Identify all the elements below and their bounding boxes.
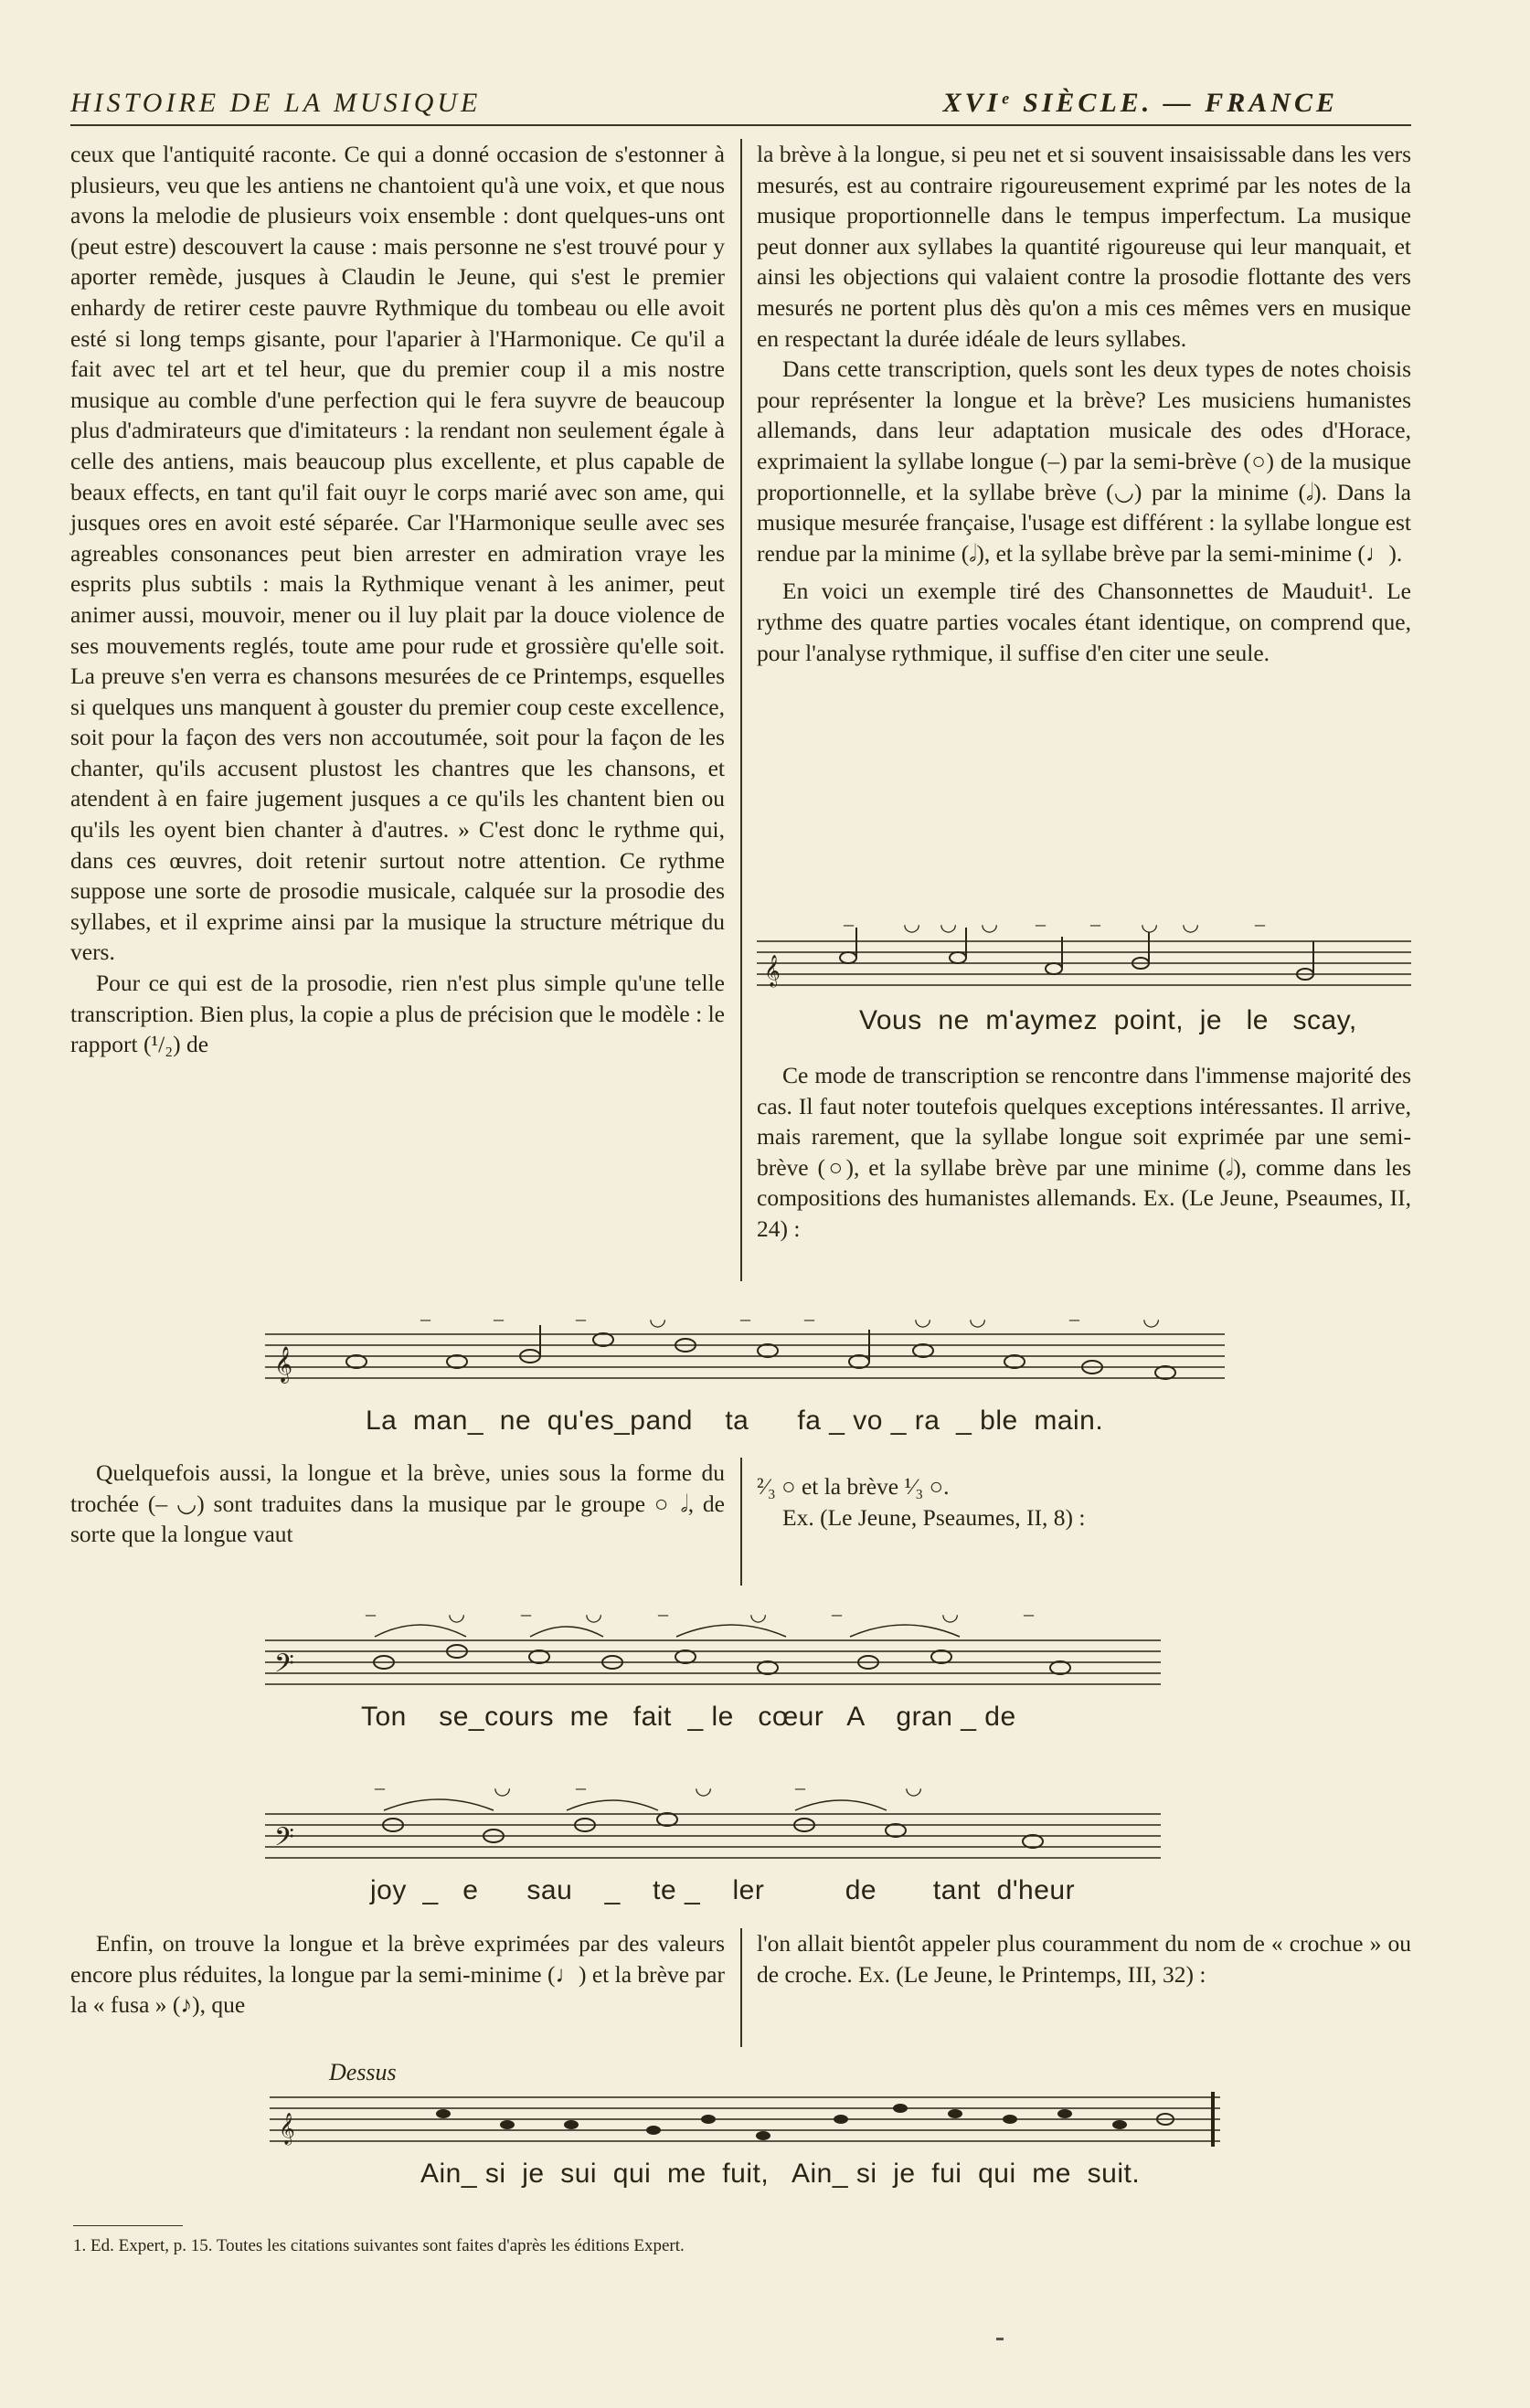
svg-text:–: –	[521, 1604, 531, 1625]
svg-text:◡: ◡	[969, 1307, 987, 1330]
svg-text:–: –	[804, 1307, 814, 1330]
svg-text:–: –	[1069, 1307, 1079, 1330]
svg-text:–: –	[832, 1604, 842, 1625]
svg-text:◡: ◡	[903, 914, 921, 935]
column-right-lower	[757, 1471, 1411, 1533]
running-header	[70, 88, 1411, 126]
column-left-middle	[70, 1458, 725, 1550]
svg-text:–: –	[420, 1307, 430, 1330]
lyrics-example-3: Ton se_cours me fait _ le cœur A gran _ de	[361, 1702, 1016, 1732]
column-right-bottom	[757, 1928, 1411, 1989]
svg-text:–: –	[1036, 914, 1046, 935]
music-example-pseaumes-8a	[265, 1604, 1161, 1704]
svg-text:–: –	[1255, 914, 1265, 935]
svg-text:◡: ◡	[695, 1777, 713, 1798]
paragraph-quote: ceux que l'antiquité raconte. Ce qui a donné occasion de s'estonner à plusieurs, veu que les antiens ne chantoient qu'à une voix, et que nous avons la melodie de plusieurs voix ensemble : dont quelques-uns ont (peut estre) descouvert la cause : mais personne ne s'est trouvé pour y aporter remède, jusques à Claudin le Jeune, qui s'est le premier enhardy de retirer ceste pauvre Rythmique du tombeau ou elle avoit esté si long temps gisante, pour l'aparier à l'Harmonique. Ce qu'il a fait avec tel art et tel heur, que du premier coup il a mis nostre musique au comble d'une perfection qui le fera suyvre de beaucoup plus d'admirateurs que d'imitateurs : la rendant non seulement égale à celle des antiens, mais beaucoup plus excellente, et plus capable de beaux effects, en tant qu'il fait ouyr le corps marié avec son ame, qui jusques ores en avoit esté séparée. Car l'Harmonique seulle avec ses agreables consonances peut bien arrester en admiration vraye les esprits plus subtils : mais la Rythmique venant à les animer, peut animer aussi, mouvoir, mener ou il luy plait par la douce violence de ses mouvements reglés, toute ame pour rude et grossière qu'elle soit. La preuve s'en verra es chansons mesurées de ce Printemps, esquelles si quelques uns manquent à gouster du premier coup ceste excellence, soit pour la façon des vers non accoutumée, soit pour la façon de les chanter, qu'ils accusent plustost les chantres que les chansons, et atendent à en faire jugement jusques a ce qu'ils les chantent bien ou qu'ils les oyent bien chanter à d'autres. » C'est donc le rythme qui, dans ces œuvres, doit retenir surtout notre attention. Ce rythme suppose une sorte de prosodie musicale, calquée sur la prosodie des syllabes, et il exprime ainsi par la musique la structure métrique du vers.	[70, 141, 725, 966]
footnote: 1. Ed. Expert, p. 15. Toutes les citations suivantes sont faites d'après les éditions Expert.	[73, 2236, 685, 2255]
svg-text:𝄞: 𝄞	[274, 1348, 293, 1382]
lyrics-example-1: Vous ne m'aymez point, je le scay,	[859, 1005, 1357, 1035]
paragraph-exceptions: Ce mode de transcription se rencontre dans l'immense majorité des cas. Il faut noter toutefois quelques exceptions intéressantes. Il arrive, mais rarement, que la syllabe longue soit exprimée par une semi-brève (○), et la syllabe brève par une minime (𝅗𝅥), comme dans les compositions des humanistes allemands. Ex. (Le Jeune, Pseaumes, II, 24) :	[757, 1062, 1411, 1242]
paragraph-prosody: Pour ce qui est de la prosodie, rien n'est plus simple qu'une telle transcription. Bien plus, la copie a plus de précision que le modèle : le rapport (¹/₂) de	[70, 970, 725, 1058]
lyrics-example-2: La man_ ne qu'es_pand ta fa _ vo _ ra _ ble main.	[366, 1406, 1104, 1436]
svg-text:–: –	[375, 1777, 385, 1798]
svg-text:–: –	[740, 1307, 750, 1330]
svg-text:◡: ◡	[1142, 1307, 1161, 1330]
music-example-pseaumes-24	[265, 1307, 1225, 1407]
svg-text:–: –	[494, 1307, 504, 1330]
svg-text:◡: ◡	[914, 1307, 932, 1330]
lyrics-example-5: Ain_ si je sui qui me fuit, Ain_ si je fui qui me suit.	[420, 2159, 1141, 2189]
svg-text:𝄢: 𝄢	[274, 1650, 294, 1684]
column-right-top	[757, 139, 1411, 668]
svg-text:–: –	[1024, 1604, 1034, 1625]
svg-text:–: –	[795, 1777, 805, 1798]
svg-text:◡: ◡	[649, 1307, 667, 1330]
svg-text:◡: ◡	[981, 914, 999, 935]
paragraph-trochee: Quelquefois aussi, la longue et la brève, unies sous la forme du trochée (– ◡) sont traduites dans la musique par le groupe ○ 𝅗𝅥, de sorte que la longue vaut	[70, 1459, 725, 1548]
svg-text:◡: ◡	[494, 1777, 512, 1798]
paragraph-example-8: Ex. (Le Jeune, Pseaumes, II, 8) :	[782, 1503, 1086, 1531]
footnote-rule	[73, 2225, 183, 2226]
svg-text:𝄢: 𝄢	[274, 1824, 294, 1858]
svg-text:◡: ◡	[1182, 914, 1200, 935]
svg-text:–: –	[658, 1604, 668, 1625]
column-left-top	[70, 139, 725, 1060]
svg-text:–: –	[1090, 914, 1100, 935]
paragraph-types: Dans cette transcription, quels sont les deux types de notes choisis pour représenter la longue et la brève? Les musiciens humanistes allemands, dans leur adaptation musicale des odes d'Horace, exprimaient la syllabe longue (–) par la semi-brève (○) de la musique proportionnelle, et la syllabe brève (◡) par la minime (𝅗𝅥). Dans la musique mesurée française, l'usage est différent : la syllabe longue est rendue par la minime (𝅗𝅥), et la syllabe brève par la semi-minime (♩).	[757, 355, 1411, 567]
column-right-middle	[757, 1060, 1411, 1245]
svg-text:𝄞: 𝄞	[764, 956, 781, 986]
paragraph-fusa: Enfin, on trouve la longue et la brève exprimées par des valeurs encore plus réduites, la longue par la semi-minime (♩) et la brève par la « fusa » (♪), que	[70, 1930, 725, 2019]
svg-text:◡: ◡	[585, 1604, 603, 1625]
music-example-printemps	[270, 2079, 1220, 2170]
music-example-pseaumes-8b	[265, 1777, 1161, 1878]
svg-text:–: –	[576, 1777, 586, 1798]
svg-text:𝄞: 𝄞	[279, 2114, 295, 2144]
page-speck	[996, 2338, 1004, 2340]
music-example-mauduit	[757, 914, 1411, 1014]
svg-text:–: –	[366, 1604, 376, 1625]
paragraph-example: En voici un exemple tiré des Chansonnettes de Mauduit¹. Le rythme des quatre parties vocales étant identique, on comprend que, pour l'analyse rythmique, il suffise d'en citer une seule.	[757, 578, 1411, 666]
svg-text:◡: ◡	[905, 1777, 923, 1798]
header-section: XVIᵉ SIÈCLE. — FRANCE	[942, 88, 1338, 118]
svg-text:–: –	[576, 1307, 586, 1330]
header-title: HISTOIRE DE LA MUSIQUE	[70, 88, 482, 118]
column-divider-3	[740, 1928, 742, 2047]
paragraph-breve: la brève à la longue, si peu net et si souvent insaisissable dans les vers mesurés, est au contraire rigoureusement exprimé par les notes de la musique proportionnelle dans le tempus imperfectum. La musique peut donner aux syllabes la quantité rigoureuse qui leur manquait, et ainsi les objections qui valaient contre la prosodie flottante des vers mesurés ne portent plus dès qu'on a mis ces mêmes vers en musique en respectant la durée idéale de leurs syllabes.	[757, 141, 1411, 352]
svg-text:◡: ◡	[448, 1604, 466, 1625]
column-divider-2	[740, 1458, 742, 1586]
column-left-lower	[70, 1928, 725, 2021]
svg-text:◡: ◡	[1141, 914, 1159, 935]
svg-text:◡: ◡	[749, 1604, 768, 1625]
paragraph-croche: l'on allait bientôt appeler plus couramment du nom de « crochue » ou de croche. Ex. (Le Jeune, le Printemps, III, 32) :	[757, 1930, 1411, 1988]
svg-text:◡: ◡	[941, 1604, 960, 1625]
lyrics-example-4: joy _ e sau _ te _ ler de tant d'heur	[370, 1875, 1076, 1905]
column-divider	[740, 139, 742, 1281]
paragraph-fraction: ²⁄₃ ○ et la brève ¹⁄₃ ○.	[757, 1473, 950, 1500]
svg-text:◡: ◡	[940, 914, 958, 935]
svg-text:–: –	[844, 914, 854, 935]
voice-label-dessus: Dessus	[329, 2059, 397, 2085]
